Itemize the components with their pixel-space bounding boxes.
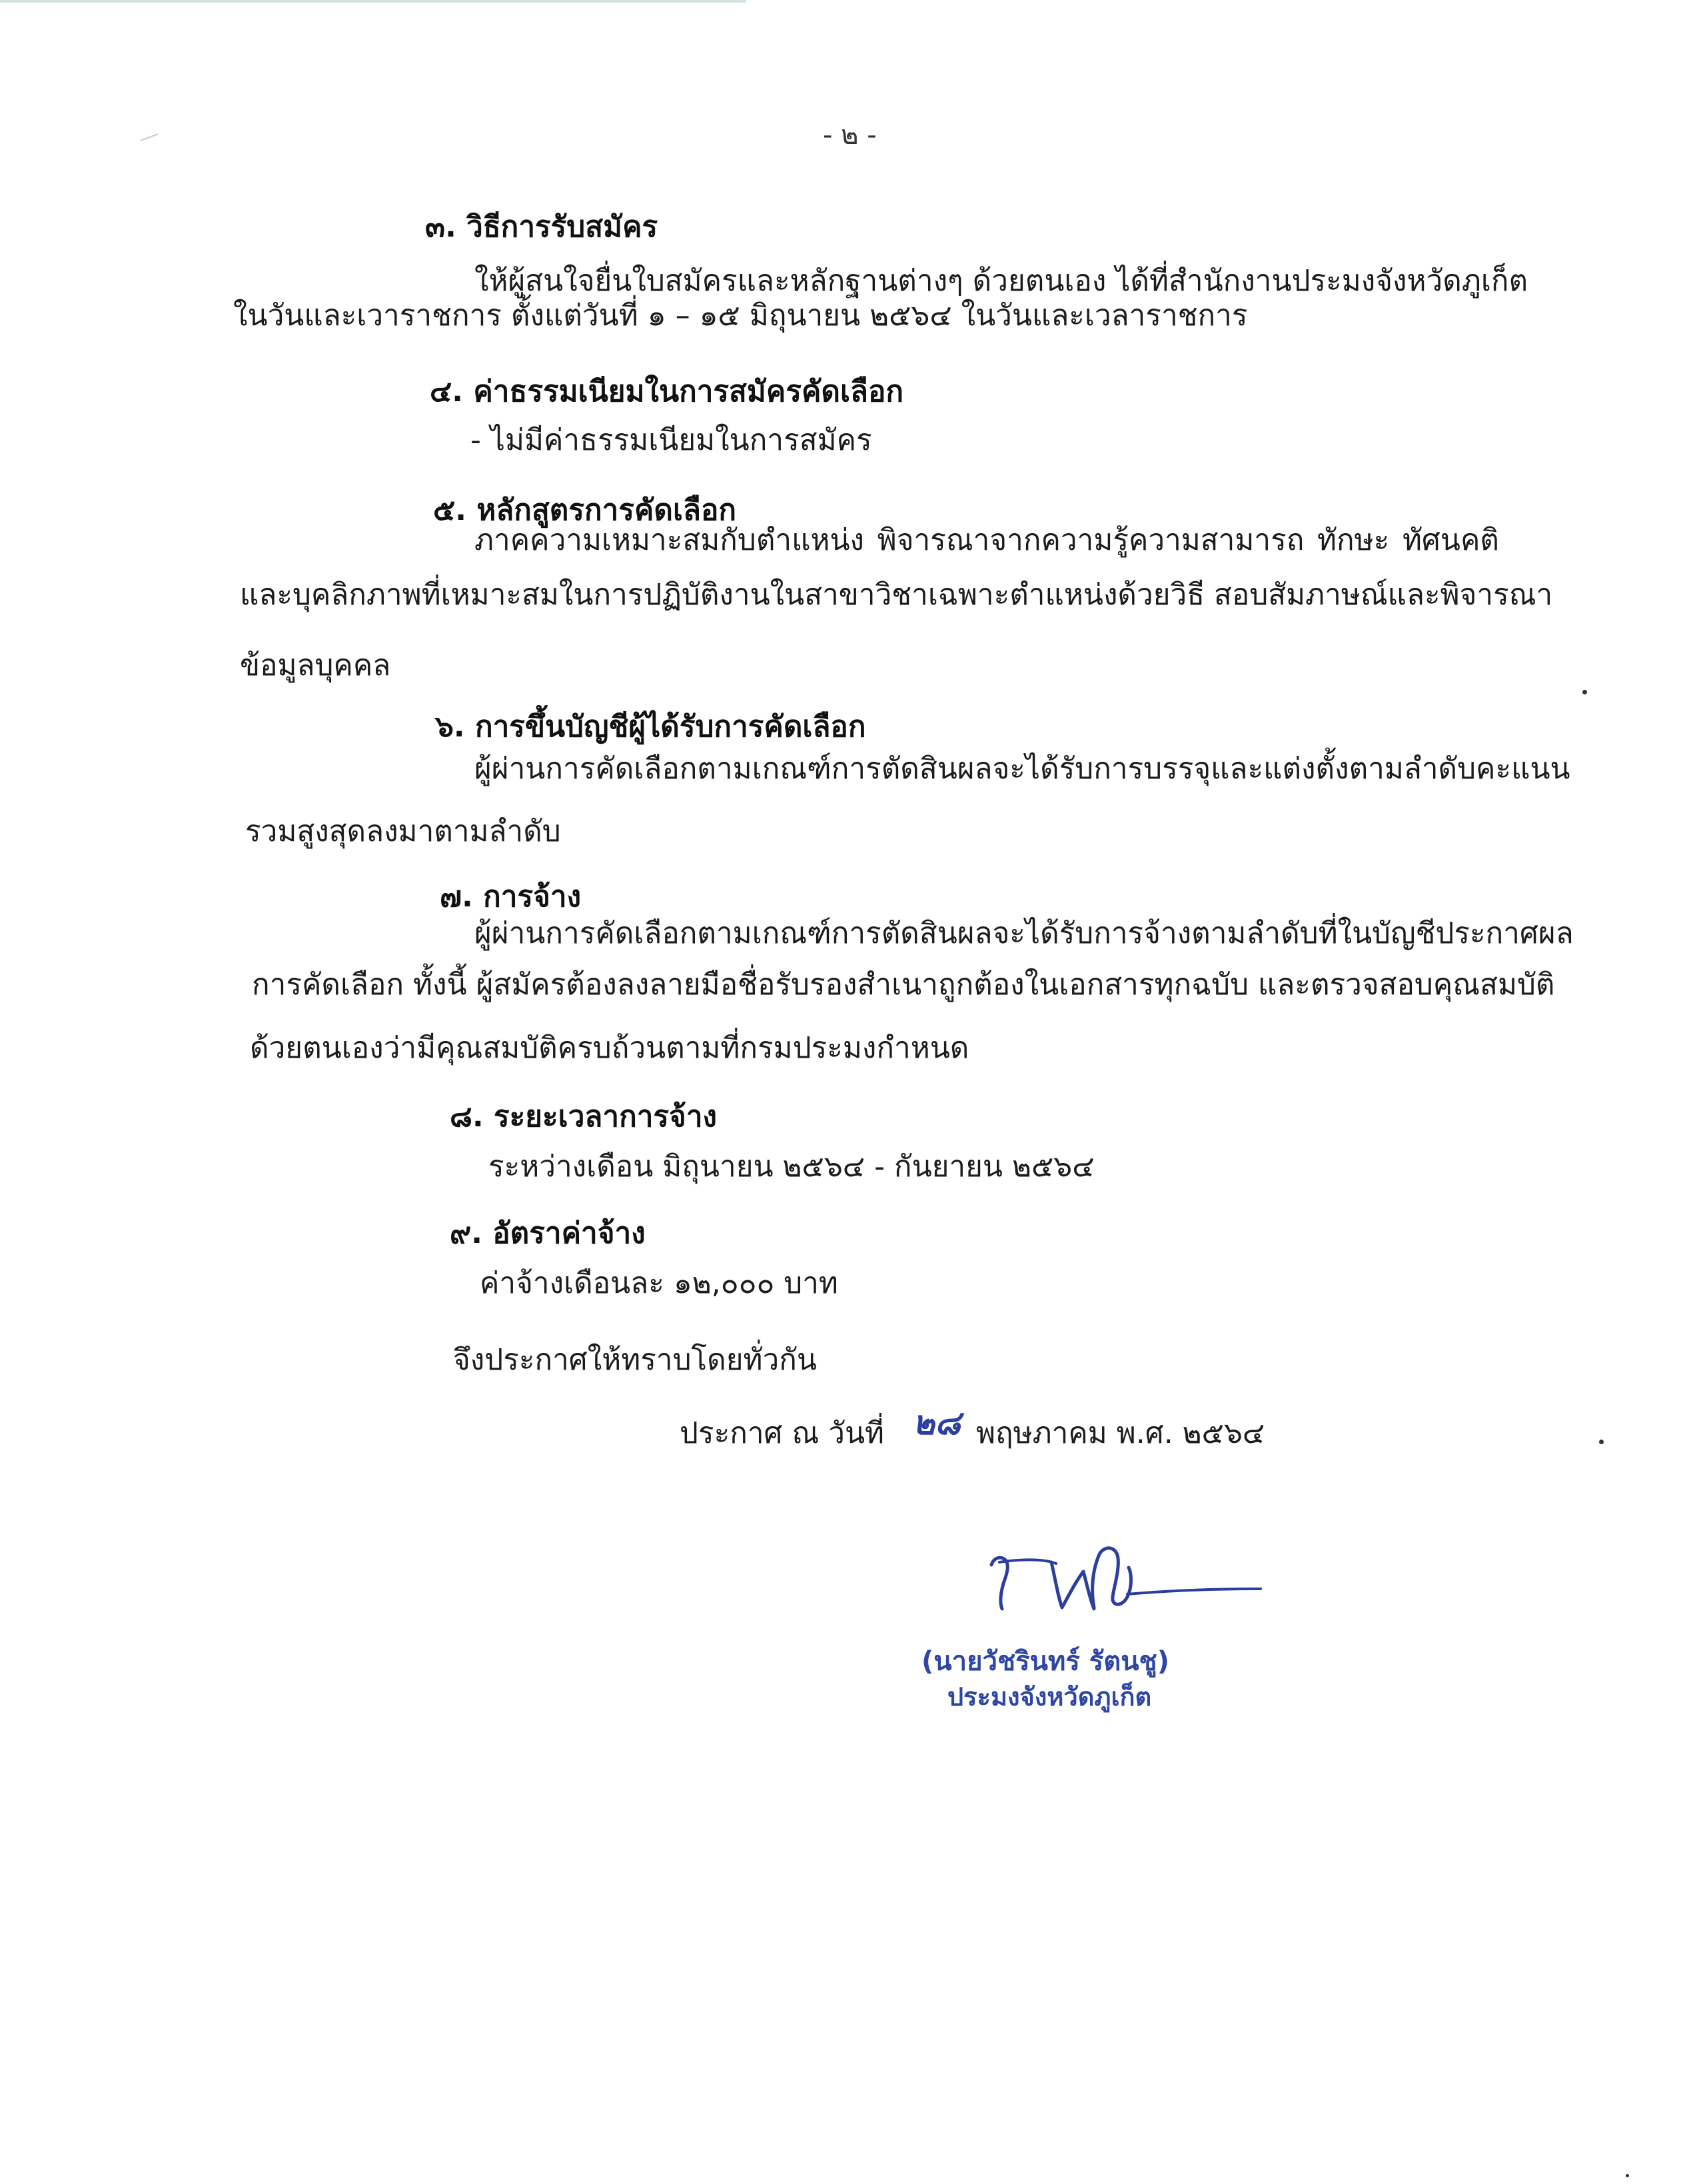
section-8-heading: ๘. ระยะเวลาการจ้าง	[450, 1100, 718, 1134]
signatory-name: (นายวัชรินทร์ รัตนชู)	[921, 1646, 1169, 1677]
handwritten-signature	[919, 1533, 1266, 1626]
section-7-line-2: การคัดเลือก ทั้งนี้ ผู้สมัครต้องลงลายมือชื่อรับรองสำเนาถูกต้องในเอกสารทุกฉบับ และตรวจสอบคุณสมบัติ	[252, 968, 1555, 1002]
scan-smudge	[141, 133, 159, 141]
scan-speck	[1626, 2174, 1629, 2177]
signatory-title: ประมงจังหวัดภูเก็ต	[947, 1682, 1152, 1711]
scan-speck	[1599, 1440, 1604, 1444]
section-5-line-3: ข้อมูลบุคคล	[240, 648, 391, 682]
section-6-line-2: รวมสูงสุดลงมาตามลำดับ	[245, 814, 561, 848]
section-9-heading: ๙. อัตราค่าจ้าง	[450, 1216, 646, 1250]
announce-suffix: พฤษภาคม พ.ศ. ๒๕๖๔	[976, 1416, 1265, 1450]
closing-statement: จึงประกาศให้ทราบโดยทั่วกัน	[453, 1343, 817, 1377]
section-9-line-1: ค่าจ้างเดือนละ ๑๒,๐๐๐ บาท	[480, 1266, 838, 1300]
section-4-heading: ๔. ค่าธรรมเนียมในการสมัครคัดเลือก	[430, 375, 904, 409]
scan-speck	[1582, 690, 1587, 694]
section-3-line-2: ในวันและเวาราชการ ตั้งแต่วันที่ ๑ – ๑๕ มิถุนายน ๒๕๖๔ ในวันและเวลาราชการ	[233, 299, 1248, 333]
section-3-heading: ๓. วิธีการรับสมัคร	[425, 210, 658, 244]
section-8-line-1: ระหว่างเดือน มิถุนายน ๒๕๖๔ - กันยายน ๒๕๖๔	[488, 1150, 1095, 1184]
section-5-heading: ๕. หลักสูตรการคัดเลือก	[433, 493, 737, 527]
announce-day-handwritten: ๒๘	[913, 1403, 961, 1442]
announce-prefix: ประกาศ ณ วันที่	[680, 1416, 885, 1450]
section-6-line-1: ผู้ผ่านการคัดเลือกตามเกณฑ์การตัดสินผลจะได้รับการบรรจุและแต่งตั้งตามลำดับคะแนน	[474, 752, 1570, 786]
section-7-line-1: ผู้ผ่านการคัดเลือกตามเกณฑ์การตัดสินผลจะได้รับการจ้างตามลำดับที่ในบัญชีประกาศผล	[474, 916, 1574, 950]
section-4-line-1: - ไม่มีค่าธรรมเนียมในการสมัคร	[470, 423, 872, 457]
page-number: - ๒ -	[823, 120, 877, 151]
section-7-heading: ๗. การจ้าง	[440, 880, 582, 914]
section-3-line-1: ให้ผู้สนใจยื่นใบสมัครและหลักฐานต่างๆ ด้วยตนเอง ได้ที่สำนักงานประมงจังหวัดภูเก็ต	[474, 264, 1528, 298]
section-5-line-2: และบุคลิกภาพที่เหมาะสมในการปฏิบัติงานในสาขาวิชาเฉพาะตำแหน่งด้วยวิธี สอบสัมภาษณ์และพิจารณา	[240, 578, 1553, 612]
section-6-heading: ๖. การขึ้นบัญชีผู้ได้รับการคัดเลือก	[435, 710, 866, 744]
section-7-line-3: ด้วยตนเองว่ามีคุณสมบัติครบถ้วนตามที่กรมประมงกำหนด	[250, 1031, 969, 1065]
section-5-line-1: ภาคความเหมาะสมกับตำแหน่ง พิจารณาจากความรู้ความสามารถ ทักษะ ทัศนคติ	[474, 523, 1499, 557]
scan-top-edge	[0, 0, 746, 3]
